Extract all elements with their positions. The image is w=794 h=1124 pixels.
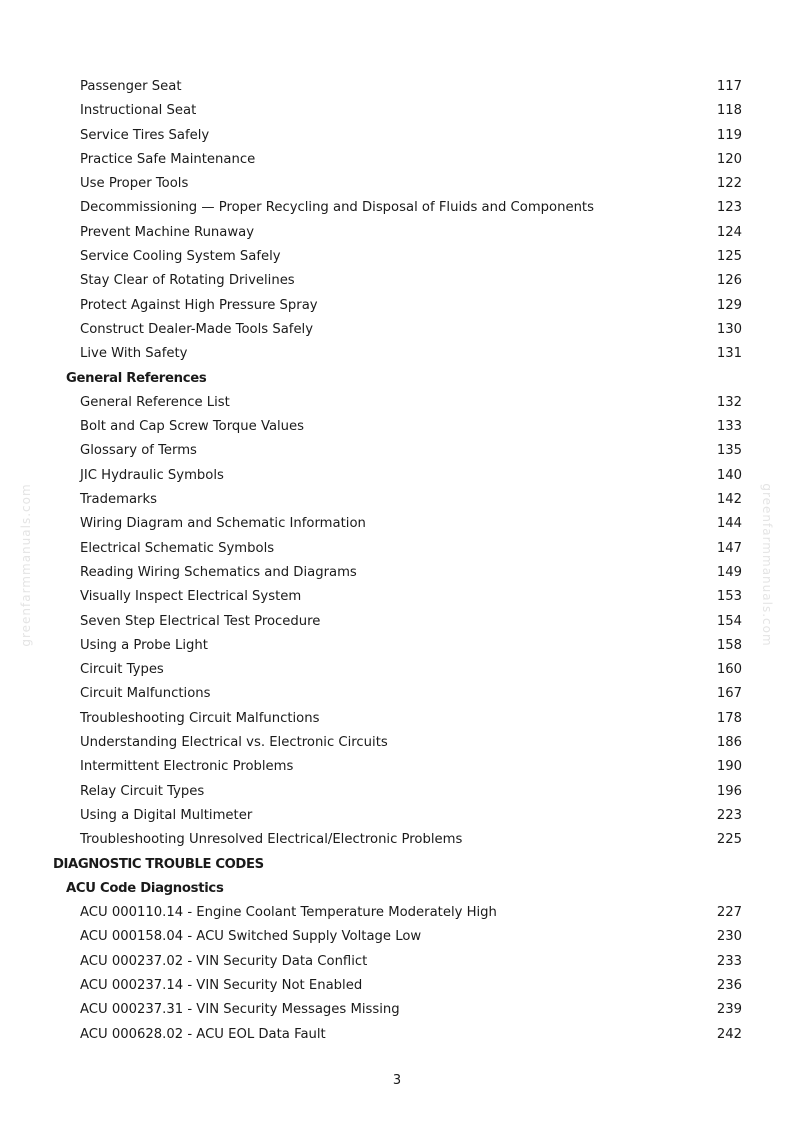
toc-entry-page-number: 167: [716, 686, 742, 702]
toc-entry[interactable]: [0, 950, 794, 974]
toc-entry-title: Protect Against High Pressure Spray: [80, 297, 318, 313]
toc-entry[interactable]: [0, 318, 794, 342]
toc-entry-page-number: 190: [716, 759, 742, 775]
toc-entry-title: ACU 000237.31 - VIN Security Messages Missing: [80, 1002, 400, 1018]
toc-entry-page-number: 130: [716, 321, 742, 337]
toc-section-heading: [0, 853, 794, 877]
toc-entry-title: Service Cooling System Safely: [80, 249, 281, 265]
toc-entry[interactable]: [0, 585, 794, 609]
toc-entry-page-number: 154: [716, 613, 742, 629]
toc-entry-title: Practice Safe Maintenance: [80, 151, 256, 167]
toc-entry[interactable]: [0, 245, 794, 269]
toc-entry-title: Troubleshooting Unresolved Electrical/Electronic Problems: [80, 832, 463, 848]
toc-entry-title: Seven Step Electrical Test Procedure: [80, 613, 321, 629]
toc-entry[interactable]: [0, 731, 794, 755]
toc-entry-title: General Reference List: [80, 394, 230, 410]
toc-entry[interactable]: [0, 391, 794, 415]
toc-entry[interactable]: [0, 512, 794, 536]
toc-entry-title: Intermittent Electronic Problems: [80, 759, 294, 775]
toc-entry-page-number: 178: [716, 710, 742, 726]
toc-entry[interactable]: [0, 707, 794, 731]
toc-entry-page-number: 227: [716, 905, 742, 921]
toc-entry-page-number: 149: [716, 564, 742, 580]
toc-entry[interactable]: [0, 610, 794, 634]
toc-entry-page-number: 160: [716, 662, 742, 678]
toc-entry-page-number: 186: [716, 735, 742, 751]
toc-entry-page-number: 196: [716, 783, 742, 799]
toc-entry-page-number: 242: [716, 1026, 742, 1042]
toc-entry-title: Bolt and Cap Screw Torque Values: [80, 419, 305, 435]
toc-entry[interactable]: [0, 780, 794, 804]
toc-entry-title: Decommissioning — Proper Recycling and Disposal of Fluids and Components: [80, 200, 594, 216]
toc-entry[interactable]: [0, 172, 794, 196]
toc-entry-title: Understanding Electrical vs. Electronic Circuits: [80, 735, 388, 751]
toc-entry-page-number: 126: [716, 273, 742, 289]
toc-entry[interactable]: [0, 488, 794, 512]
toc-entry-title: ACU 000158.04 - ACU Switched Supply Voltage Low: [80, 929, 422, 945]
toc-entry-page-number: 223: [716, 807, 742, 823]
watermark-right: greenfarmmanuals.com: [760, 483, 774, 647]
toc-entry[interactable]: [0, 828, 794, 852]
toc-entry-title: Electrical Schematic Symbols: [80, 540, 275, 556]
toc-entry-title: Live With Safety: [80, 346, 188, 362]
toc-entry-title: Troubleshooting Circuit Malfunctions: [80, 710, 320, 726]
toc-entry-page-number: 239: [716, 1002, 742, 1018]
toc-entry[interactable]: [0, 804, 794, 828]
toc-entry-title: Instructional Seat: [80, 103, 197, 119]
toc-entry-title: Glossary of Terms: [80, 443, 197, 459]
toc-section-heading: [0, 367, 794, 391]
toc-entry-title: Circuit Types: [80, 662, 164, 678]
toc-entry-title: Prevent Machine Runaway: [80, 224, 255, 240]
toc-entry-title: Using a Probe Light: [80, 637, 208, 653]
toc-entry-title: Relay Circuit Types: [80, 783, 205, 799]
toc-entry-title: ACU 000237.02 - VIN Security Data Conflict: [80, 953, 368, 969]
toc-entry[interactable]: [0, 901, 794, 925]
toc-entry-page-number: 135: [716, 443, 742, 459]
toc-entry-title: ACU 000628.02 - ACU EOL Data Fault: [80, 1026, 326, 1042]
toc-entry-page-number: 132: [716, 394, 742, 410]
toc-entry-page-number: 119: [716, 127, 742, 143]
toc-entry[interactable]: [0, 148, 794, 172]
toc-section-heading: [0, 877, 794, 901]
toc-entry-page-number: 230: [716, 929, 742, 945]
toc-entry-page-number: 144: [716, 516, 742, 532]
toc-entry-title: ACU 000237.14 - VIN Security Not Enabled: [80, 977, 363, 993]
toc-entry[interactable]: [0, 634, 794, 658]
toc-entry-title: ACU 000110.14 - Engine Coolant Temperature Moderately High: [80, 905, 497, 921]
toc-entry-page-number: 131: [716, 346, 742, 362]
toc-entry-page-number: 225: [716, 832, 742, 848]
toc-entry-title: ACU Code Diagnostics: [66, 880, 224, 896]
toc-entry-title: Use Proper Tools: [80, 176, 189, 192]
toc-entry-title: Circuit Malfunctions: [80, 686, 211, 702]
toc-entry-page-number: 153: [716, 589, 742, 605]
toc-entry-title: General References: [66, 370, 207, 386]
toc-entry[interactable]: [0, 464, 794, 488]
watermark-left: greenfarmmanuals.com: [19, 483, 33, 647]
toc-entry[interactable]: [0, 75, 794, 99]
toc-entry[interactable]: [0, 658, 794, 682]
toc-entry-title: Wiring Diagram and Schematic Information: [80, 516, 366, 532]
toc-entry[interactable]: [0, 755, 794, 779]
toc-entry[interactable]: [0, 294, 794, 318]
toc-entry-page-number: 233: [716, 953, 742, 969]
toc-entry[interactable]: [0, 124, 794, 148]
toc-entry[interactable]: [0, 537, 794, 561]
toc-entry[interactable]: [0, 974, 794, 998]
toc-entry[interactable]: [0, 99, 794, 123]
toc-entry-title: JIC Hydraulic Symbols: [80, 467, 224, 483]
toc-entry[interactable]: [0, 342, 794, 366]
toc-entry[interactable]: [0, 439, 794, 463]
toc-entry-page-number: 236: [716, 977, 742, 993]
toc-entry-title: Trademarks: [80, 492, 157, 508]
toc-entry-page-number: 142: [716, 492, 742, 508]
toc-entry[interactable]: [0, 1023, 794, 1047]
toc-entry-page-number: 125: [716, 249, 742, 265]
toc-entry-page-number: 133: [716, 419, 742, 435]
toc-entry-page-number: 123: [716, 200, 742, 216]
toc-entry-title: Stay Clear of Rotating Drivelines: [80, 273, 295, 289]
toc-entry-page-number: 117: [716, 79, 742, 94]
toc-entry[interactable]: [0, 925, 794, 949]
toc-entry[interactable]: [0, 998, 794, 1022]
toc-entry[interactable]: [0, 269, 794, 293]
toc-entry-title: Passenger Seat: [80, 79, 182, 94]
toc-entry[interactable]: [0, 415, 794, 439]
toc-entry-title: Reading Wiring Schematics and Diagrams: [80, 564, 357, 580]
toc-entry-page-number: 120: [716, 151, 742, 167]
toc-entry[interactable]: [0, 561, 794, 585]
toc-entry-page-number: 147: [716, 540, 742, 556]
page-number: 3: [392, 1073, 402, 1088]
toc-entry-page-number: 122: [716, 176, 742, 192]
table-of-contents: [0, 75, 794, 1047]
toc-entry-page-number: 118: [716, 103, 742, 119]
toc-entry[interactable]: [0, 221, 794, 245]
toc-entry-page-number: 158: [716, 637, 742, 653]
toc-entry-page-number: 124: [716, 224, 742, 240]
toc-entry-title: DIAGNOSTIC TROUBLE CODES: [53, 856, 264, 872]
toc-entry-title: Using a Digital Multimeter: [80, 807, 253, 823]
toc-entry[interactable]: [0, 196, 794, 220]
toc-entry-title: Visually Inspect Electrical System: [80, 589, 302, 605]
toc-entry-title: Construct Dealer-Made Tools Safely: [80, 321, 314, 337]
toc-entry[interactable]: [0, 682, 794, 706]
toc-entry-page-number: 129: [716, 297, 742, 313]
toc-entry-title: Service Tires Safely: [80, 127, 210, 143]
toc-entry-page-number: 140: [716, 467, 742, 483]
